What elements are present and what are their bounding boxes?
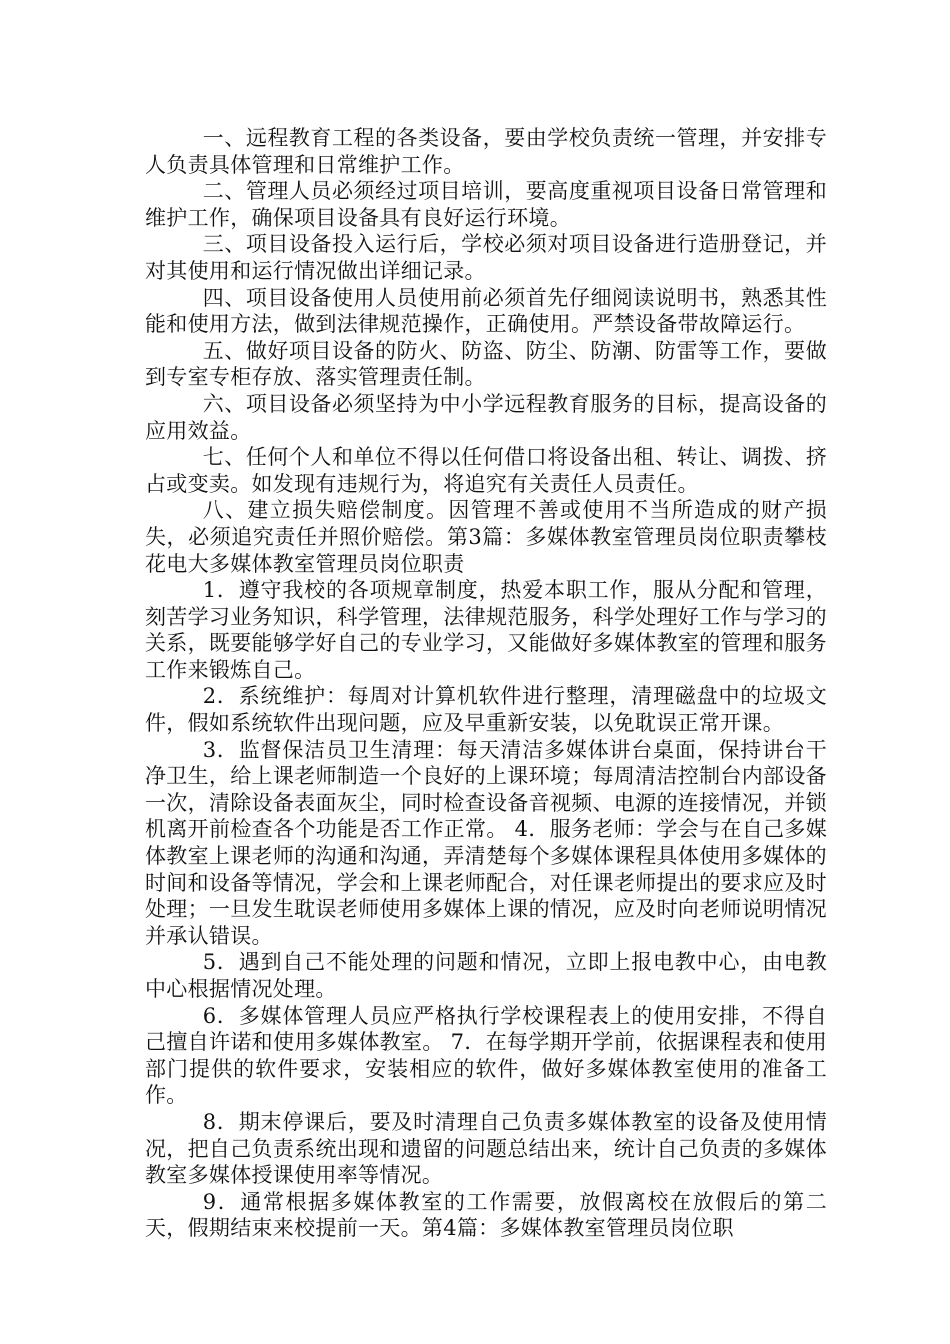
paragraph-8: 八、建立损失赔偿制度。因管理不善或使用不当所造成的财产损失，必须追究责任并照价赔偿。第3篇：多媒体教室管理员岗位职责攀枝花电大多媒体教室管理员岗位职责 (145, 498, 827, 576)
paragraph-15: 9．通常根据多媒体教室的工作需要，放假离校在放假后的第二天，假期结束来校提前一天。第4篇：多媒体教室管理员岗位职 (145, 1189, 827, 1241)
paragraph-13: 6．多媒体管理人员应严格执行学校课程表上的使用安排，不得自己擅自许诺和使用多媒体教室。 7．在每学期开学前，依据课程表和使用部门提供的软件要求，安装相应的软件，做好多媒体教室使用的准备工作。 (145, 1003, 827, 1108)
paragraph-9: 1．遵守我校的各项规章制度，热爱本职工作，服从分配和管理，刻苦学习业务知识，科学管理，法律规范服务，科学处理好工作与学习的关系，既要能够学好自己的专业学习，又能做好多媒体教室的管理和服务工作来锻炼自己。 (145, 578, 827, 682)
paragraph-5: 五、做好项目设备的防火、防盗、防尘、防潮、防雷等工作，要做到专室专柜存放、落实管理责任制。 (145, 338, 827, 390)
paragraph-10: 2．系统维护：每周对计算机软件进行整理，清理磁盘中的垃圾文件，假如系统软件出现问题，应及早重新安装，以免耽误正常开课。 (145, 684, 827, 736)
paragraph-6: 六、项目设备必须坚持为中小学远程教育服务的目标，提高设备的应用效益。 (145, 391, 827, 443)
paragraph-4: 四、项目设备使用人员使用前必须首先仔细阅读说明书，熟悉其性能和使用方法，做到法律规范操作，正确使用。严禁设备带故障运行。 (145, 285, 827, 337)
paragraph-3: 三、项目设备投入运行后，学校必须对项目设备进行造册登记，并对其使用和运行情况做出详细记录。 (145, 232, 827, 283)
paragraph-11: 3．监督保洁员卫生清理：每天清洁多媒体讲台桌面，保持讲台干净卫生，给上课老师制造一个良好的上课环境；每周清洁控制台内部设备一次，清除设备表面灰尘，同时检查设备音视频、电源的连接情况，并锁机离开前检查各个功能是否工作正常。 4．服务老师：学会与在自己多媒体教室上课老师的沟通和沟通，弄清楚每个多媒体课程具体使用多媒体的时间和设备等情况，学会和上课老师配合，对任课老师提出的要求应及时处理；一旦发生耽误老师使用多媒体上课的情况，应及时向老师说明情况并承认错误。 (145, 737, 827, 948)
document-body (145, 125, 827, 1242)
paragraph-1: 一、远程教育工程的各类设备，要由学校负责统一管理，并安排专人负责具体管理和日常维护工作。 (145, 126, 827, 177)
paragraph-7: 七、任何个人和单位不得以任何借口将设备出租、转让、调拨、挤占或变卖。如发现有违规行为，将追究有关责任人员责任。 (145, 445, 827, 496)
paragraph-14: 8．期末停课后，要及时清理自己负责多媒体教室的设备及使用情况，把自己负责系统出现和遗留的问题总结出来，统计自己负责的多媒体教室多媒体授课使用率等情况。 (145, 1109, 827, 1188)
paragraph-2: 二、管理人员必须经过项目培训，要高度重视项目设备日常管理和维护工作，确保项目设备具有良好运行环境。 (145, 179, 827, 230)
paragraph-12: 5．遇到自己不能处理的问题和情况，立即上报电教中心，由电教中心根据情况处理。 (145, 950, 827, 1001)
